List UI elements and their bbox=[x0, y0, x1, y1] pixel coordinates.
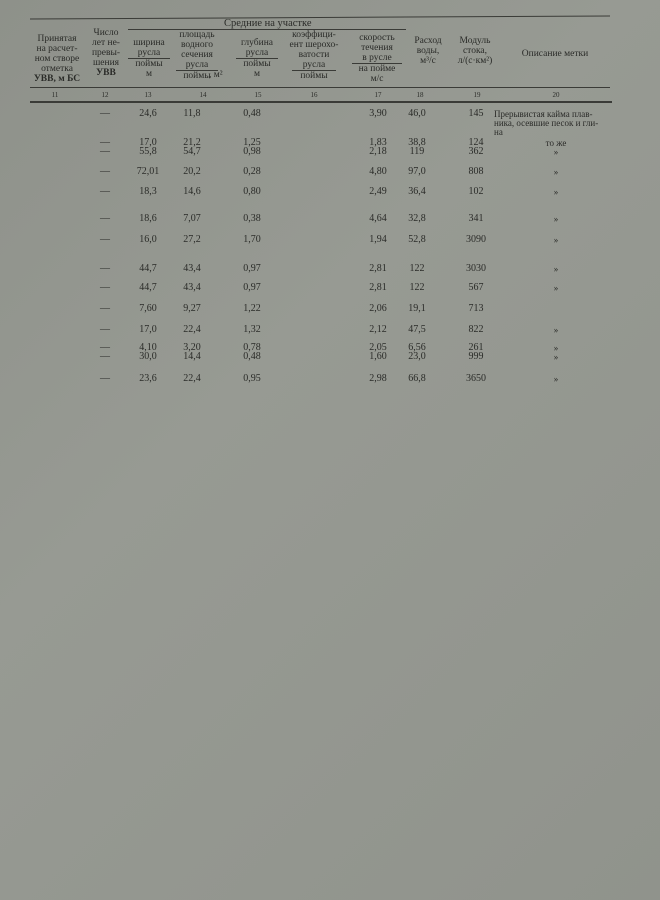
col12-header bbox=[88, 28, 124, 78]
cell-c17: 1,60 bbox=[369, 351, 387, 362]
cell-c12: — bbox=[100, 282, 110, 293]
cell-description: » bbox=[553, 325, 559, 335]
col18-line: м³/с bbox=[420, 56, 436, 66]
cell-c14: 11,8 bbox=[183, 108, 201, 119]
cell-c13: 18,3 bbox=[139, 186, 157, 197]
col15-header bbox=[236, 38, 278, 79]
cell-c17: 2,49 bbox=[369, 186, 387, 197]
col17-unit: м/с bbox=[370, 74, 384, 84]
cell-c15: 0,48 bbox=[243, 108, 261, 119]
col14-denominator: поймы bbox=[183, 71, 211, 81]
cell-c13: 24,6 bbox=[139, 108, 157, 119]
cell-c14: 54,7 bbox=[183, 146, 201, 157]
col14-numerator: русла bbox=[176, 60, 218, 71]
cell-c13: 7,60 bbox=[139, 303, 157, 314]
cell-c14: 22,4 bbox=[183, 324, 201, 335]
cell-c19: 261 bbox=[468, 342, 484, 353]
column-number: 13 bbox=[144, 91, 152, 99]
cell-description: » bbox=[553, 167, 559, 177]
col16-denominator: поймы bbox=[300, 71, 328, 81]
col13-top: ширина bbox=[133, 38, 165, 48]
col13-unit: м bbox=[145, 69, 152, 79]
cell-c12: — bbox=[100, 373, 110, 384]
col17-top: скорость bbox=[359, 33, 395, 43]
cell-c13: 30,0 bbox=[139, 351, 157, 362]
cell-c12: — bbox=[100, 324, 110, 335]
cell-description: » bbox=[553, 214, 559, 224]
column-number: 14 bbox=[199, 91, 207, 99]
cell-c18: 122 bbox=[409, 282, 425, 293]
cell-c19: 145 bbox=[468, 108, 484, 119]
cell-c18: 32,8 bbox=[408, 213, 426, 224]
cell-c15: 1,32 bbox=[243, 324, 261, 335]
cell-c19: 3030 bbox=[466, 263, 486, 274]
column-number: 15 bbox=[254, 91, 262, 99]
cell-description: » bbox=[553, 352, 559, 362]
cell-c14: 22,4 bbox=[183, 373, 201, 384]
cell-description: то же bbox=[545, 138, 567, 148]
cell-c19: 362 bbox=[468, 146, 484, 157]
cell-c15: 1,22 bbox=[243, 303, 261, 314]
group-rule bbox=[128, 29, 406, 30]
cell-c18: 97,0 bbox=[408, 166, 426, 177]
cell-c14: 9,27 bbox=[183, 303, 201, 314]
col15-top: глубина bbox=[241, 38, 273, 48]
column-number: 17 bbox=[374, 91, 382, 99]
cell-c18: 122 bbox=[409, 263, 425, 274]
cell-c12: — bbox=[100, 213, 110, 224]
col19-line: стока, bbox=[462, 46, 488, 56]
col19-line: л/(с·км²) bbox=[457, 56, 493, 66]
cell-c17: 4,80 bbox=[369, 166, 387, 177]
col11-line: отметка bbox=[41, 64, 73, 74]
cell-c14: 27,2 bbox=[183, 234, 201, 245]
cell-description: на bbox=[494, 127, 503, 137]
cell-c18: 23,0 bbox=[408, 351, 426, 362]
col12-line: Число bbox=[93, 28, 119, 38]
cell-c19: 124 bbox=[468, 137, 484, 148]
cell-c18: 36,4 bbox=[408, 186, 426, 197]
cell-c18: 66,8 bbox=[408, 373, 426, 384]
cell-c12: — bbox=[100, 351, 110, 362]
cell-c14: 43,4 bbox=[183, 263, 201, 274]
numbers-rule bbox=[30, 101, 612, 103]
cell-c13: 17,0 bbox=[139, 324, 157, 335]
col14-top: площадь bbox=[179, 30, 215, 40]
col12-line: шения bbox=[92, 58, 120, 68]
cell-c13: 18,6 bbox=[139, 213, 157, 224]
col16-header bbox=[284, 30, 344, 81]
col20-header: Описание метки bbox=[521, 49, 589, 59]
col17-numerator: в русле bbox=[352, 53, 402, 64]
cell-c15: 0,48 bbox=[243, 351, 261, 362]
cell-c17: 2,12 bbox=[369, 324, 387, 335]
col11-line: Принятая bbox=[37, 34, 77, 44]
col18-line: Расход bbox=[414, 36, 442, 46]
cell-c18: 46,0 bbox=[408, 108, 426, 119]
cell-c19: 3650 bbox=[466, 373, 486, 384]
cell-c18: 52,8 bbox=[408, 234, 426, 245]
cell-c15: 1,25 bbox=[243, 137, 261, 148]
cell-c19: 341 bbox=[468, 213, 484, 224]
cell-description: ника, осевшие песок и гли- bbox=[494, 118, 599, 128]
cell-c19: 822 bbox=[468, 324, 484, 335]
cell-c14: 14,4 bbox=[183, 351, 201, 362]
table-top-rule bbox=[30, 15, 610, 19]
cell-c14: 3,20 bbox=[183, 342, 201, 353]
col16-numerator: русла bbox=[292, 60, 336, 71]
cell-c19: 808 bbox=[468, 166, 484, 177]
cell-c12: — bbox=[100, 137, 110, 148]
cell-description: » bbox=[553, 343, 559, 353]
col11-line: УВВ, м БС bbox=[33, 74, 81, 84]
cell-c13: 16,0 bbox=[139, 234, 157, 245]
column-number: 19 bbox=[473, 91, 481, 99]
cell-c15: 0,95 bbox=[243, 373, 261, 384]
cell-c15: 0,38 bbox=[243, 213, 261, 224]
cell-c12: — bbox=[100, 303, 110, 314]
cell-c17: 2,81 bbox=[369, 263, 387, 274]
cell-description: Прерывистая кайма плав- bbox=[494, 109, 593, 119]
cell-c18: 47,5 bbox=[408, 324, 426, 335]
cell-c12: — bbox=[100, 234, 110, 245]
cell-c17: 1,94 bbox=[369, 234, 387, 245]
cell-c18: 6,56 bbox=[408, 342, 426, 353]
cell-c17: 1,83 bbox=[369, 137, 387, 148]
col14-top: сечения bbox=[181, 50, 213, 60]
cell-c12: — bbox=[100, 146, 110, 157]
cell-c14: 14,6 bbox=[183, 186, 201, 197]
cell-description: » bbox=[553, 235, 559, 245]
col17-top: течения bbox=[361, 43, 393, 53]
cell-c13: 44,7 bbox=[139, 263, 157, 274]
cell-c17: 2,18 bbox=[369, 146, 387, 157]
cell-c13: 17,0 bbox=[139, 137, 157, 148]
col11-line: на расчет- bbox=[36, 44, 78, 54]
cell-c18: 119 bbox=[409, 146, 425, 157]
cell-c12: — bbox=[100, 342, 110, 353]
cell-c19: 713 bbox=[468, 303, 484, 314]
cell-c13: 44,7 bbox=[139, 282, 157, 293]
cell-c19: 102 bbox=[468, 186, 484, 197]
col15-unit: м bbox=[253, 69, 260, 79]
cell-c14: 7,07 bbox=[183, 213, 201, 224]
cell-c17: 2,81 bbox=[369, 282, 387, 293]
cell-c12: — bbox=[100, 263, 110, 274]
cell-c19: 567 bbox=[468, 282, 484, 293]
column-number: 20 bbox=[552, 91, 560, 99]
cell-c17: 4,64 bbox=[369, 213, 387, 224]
cell-c15: 0,97 bbox=[243, 282, 261, 293]
cell-c14: 43,4 bbox=[183, 282, 201, 293]
cell-c13: 55,8 bbox=[139, 146, 157, 157]
cell-c13: 4,10 bbox=[139, 342, 157, 353]
cell-c12: — bbox=[100, 108, 110, 119]
cell-c15: 1,70 bbox=[243, 234, 261, 245]
cell-description: » bbox=[553, 187, 559, 197]
header-rule bbox=[30, 87, 610, 88]
cell-description: » bbox=[553, 147, 559, 157]
cell-c17: 2,06 bbox=[369, 303, 387, 314]
cell-c18: 19,1 bbox=[408, 303, 426, 314]
cell-c13: 72,01 bbox=[136, 166, 160, 177]
col12-line: лет не- bbox=[92, 38, 120, 48]
col16-top: ент шерохо- bbox=[289, 40, 339, 50]
cell-c19: 3090 bbox=[466, 234, 486, 245]
col13-numerator: русла bbox=[128, 48, 170, 59]
col18-line: воды, bbox=[416, 46, 440, 56]
cell-c14: 20,2 bbox=[183, 166, 201, 177]
column-number: 18 bbox=[416, 91, 424, 99]
cell-c17: 3,90 bbox=[369, 108, 387, 119]
cell-c15: 0,98 bbox=[243, 146, 261, 157]
col19-header bbox=[450, 36, 500, 66]
cell-c19: 999 bbox=[468, 351, 484, 362]
cell-description: » bbox=[553, 374, 559, 384]
column-number: 12 bbox=[101, 91, 109, 99]
col19-line: Модуль bbox=[459, 36, 491, 46]
col13-header bbox=[128, 38, 170, 79]
cell-c15: 0,97 bbox=[243, 263, 261, 274]
column-number: 16 bbox=[310, 91, 318, 99]
group-title: Средние на участке bbox=[224, 18, 312, 29]
col18-header bbox=[408, 36, 448, 66]
col13-denominator: поймы bbox=[135, 59, 163, 69]
col12-line: УВВ bbox=[96, 68, 116, 78]
cell-c17: 2,05 bbox=[369, 342, 387, 353]
cell-c18: 38,8 bbox=[408, 137, 426, 148]
col11-header bbox=[32, 34, 82, 84]
cell-c12: — bbox=[100, 186, 110, 197]
cell-c15: 0,78 bbox=[243, 342, 261, 353]
cell-c17: 2,98 bbox=[369, 373, 387, 384]
col16-top: коэффици- bbox=[292, 30, 336, 40]
col16-top: ватости bbox=[298, 50, 330, 60]
cell-description: » bbox=[553, 264, 559, 274]
col17-denominator: на пойме bbox=[358, 64, 396, 74]
cell-c14: 21,2 bbox=[183, 137, 201, 148]
col15-denominator: поймы bbox=[243, 59, 271, 69]
col11-line: ном створе bbox=[34, 54, 80, 64]
col17-header bbox=[352, 33, 402, 84]
col12-line: превы- bbox=[91, 48, 121, 58]
cell-c12: — bbox=[100, 166, 110, 177]
col15-numerator: русла bbox=[236, 48, 278, 59]
cell-c15: 0,28 bbox=[243, 166, 261, 177]
column-number: 11 bbox=[51, 91, 59, 99]
cell-c15: 0,80 bbox=[243, 186, 261, 197]
cell-description: » bbox=[553, 283, 559, 293]
col14-unit: , м² bbox=[209, 70, 223, 80]
cell-c13: 23,6 bbox=[139, 373, 157, 384]
col14-top: водного bbox=[181, 40, 213, 50]
